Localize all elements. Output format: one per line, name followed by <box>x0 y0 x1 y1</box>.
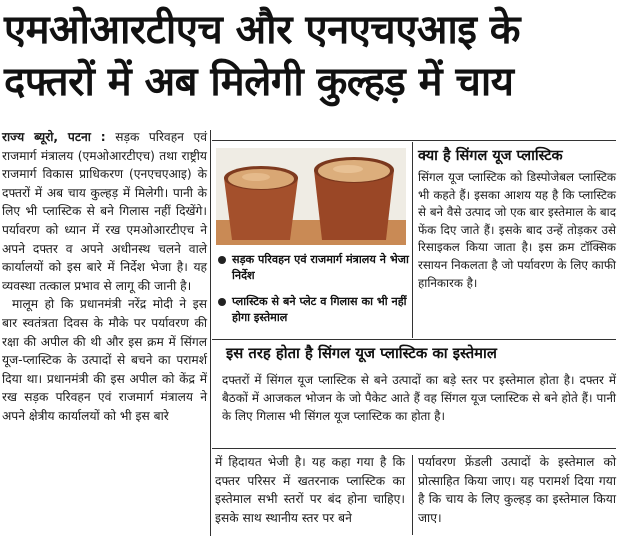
usage-box <box>216 342 616 425</box>
usage-box-title: इस तरह होता है सिंगल यूज प्लास्टिक का इस्तेमाल <box>226 345 497 362</box>
highlight-item <box>218 294 414 326</box>
article-para-2: मालूम हो कि प्रधानमंत्री नरेंद्र मोदी ने इस बार स्वतंत्रता दिवस के मौके पर पर्यावरण की रक्षा की अपील की थी और इस क्रम में सिंगल यूज-प्लास्टिक के उत्पादों से बचने का परामर्श दिया था। प्रधानमंत्री की इस अपील को केंद्र में रख सड़क परिवहन एवं राजमार्ग मंत्रालय ने अपने क्षेत्रीय कार्यालयों को भी इस बारे <box>2 297 207 423</box>
highlights <box>218 252 414 336</box>
sidebar-title: क्या है सिंगल यूज प्लास्टिक <box>418 148 563 164</box>
sidebar-body: सिंगल यूज प्लास्टिक को डिस्पोजेबल प्लास्टिक भी कहते हैं। इसका आशय यह है कि प्लास्टिक से बने वैसे उत्पाद जो एक बार इस्तेमाल के बाद फेंक दिए जाते हैं। इसके बाद उन्हें तोड़कर उसे रिसाइकल किया जाता है। इस क्रम टॉक्सिक रसायन निकलता है जो पर्यावरण के लिए काफी हानिकारक है। <box>418 170 616 290</box>
highlight-item <box>218 252 414 284</box>
usage-box-body: दफ्तरों में सिंगल यूज प्लास्टिक से बने उत्पादों का बड़े स्तर पर इस्तेमाल होता है। दफ्तर में बैठकों में आजकल भोजन के जो पैकेट आते हैं वह सिंगल यूज प्लास्टिक से बने होते हैं। पानी के लिए गिलास भी सिंगल यूज प्लास्टिक का होता है। <box>222 373 616 423</box>
bullet-icon <box>218 298 226 306</box>
column-divider-left <box>210 130 211 536</box>
article-para-1-text: सड़क परिवहन एवं राजमार्ग मंत्रालय (एमओआरटीएच) तथा राष्ट्रीय राजमार्ग विकास प्राधिकरण (एनएचएआइ) के दफ्तरों में अब चाय कुल्हड़ में मिलेगी। पानी के लिए भी प्लास्टिक से बने गिलास नहीं दिखेंगे। पर्यावरण को ध्यान में रख एमओआरटीएच ने अपने दफ्तर व अपने अधीनस्थ चलने वाले कार्यालयों को इस बारे में निर्देश भेजा है। यह व्यवस्था तत्काल प्रभाव से लागू की जानी है। <box>2 130 207 293</box>
column-divider-bottom <box>412 455 413 535</box>
sidebar-what-is-single-use-plastic <box>418 146 616 292</box>
article-column-left <box>2 128 207 426</box>
headline-line-1: एमओआरटीएच और एनएचएआइ के <box>4 7 520 53</box>
box-bottom-rule <box>212 448 616 449</box>
dateline: राज्य ब्यूरो, पटना : <box>2 130 106 144</box>
highlight-text: प्लास्टिक से बने प्लेट व गिलास का भी नहीं होगा इस्तेमाल <box>232 295 407 324</box>
article-column-right: पर्यावरण फ्रेंडली उत्पादों के इस्तेमाल को प्रोत्साहित किया जाए। यह परामर्श दिया गया है कि चाय के लिए कुल्हड़ का इस्तेमाल किया जाए। <box>418 455 616 525</box>
highlight-text: सड़क परिवहन एवं राजमार्ग मंत्रालय ने भेजा निर्देश <box>232 253 409 282</box>
article-para-1 <box>2 128 207 295</box>
box-middle-rule <box>212 339 616 340</box>
headline-line-2: दफ्तरों में अब मिलेगी कुल्हड़ में चाय <box>4 59 514 105</box>
headline <box>4 4 616 108</box>
box-top-rule <box>212 140 616 141</box>
article-column-middle: में हिदायत भेजी है। यह कहा गया है कि दफ्तर परिसर में खतरनाक प्लास्टिक का इस्तेमाल सभी स्तरों पर बंद होना चाहिए। इसके साथ स्थानीय स्तर पर बने <box>215 455 405 525</box>
kulhad-tea-cups-photo <box>216 148 406 245</box>
bullet-icon <box>218 256 226 264</box>
